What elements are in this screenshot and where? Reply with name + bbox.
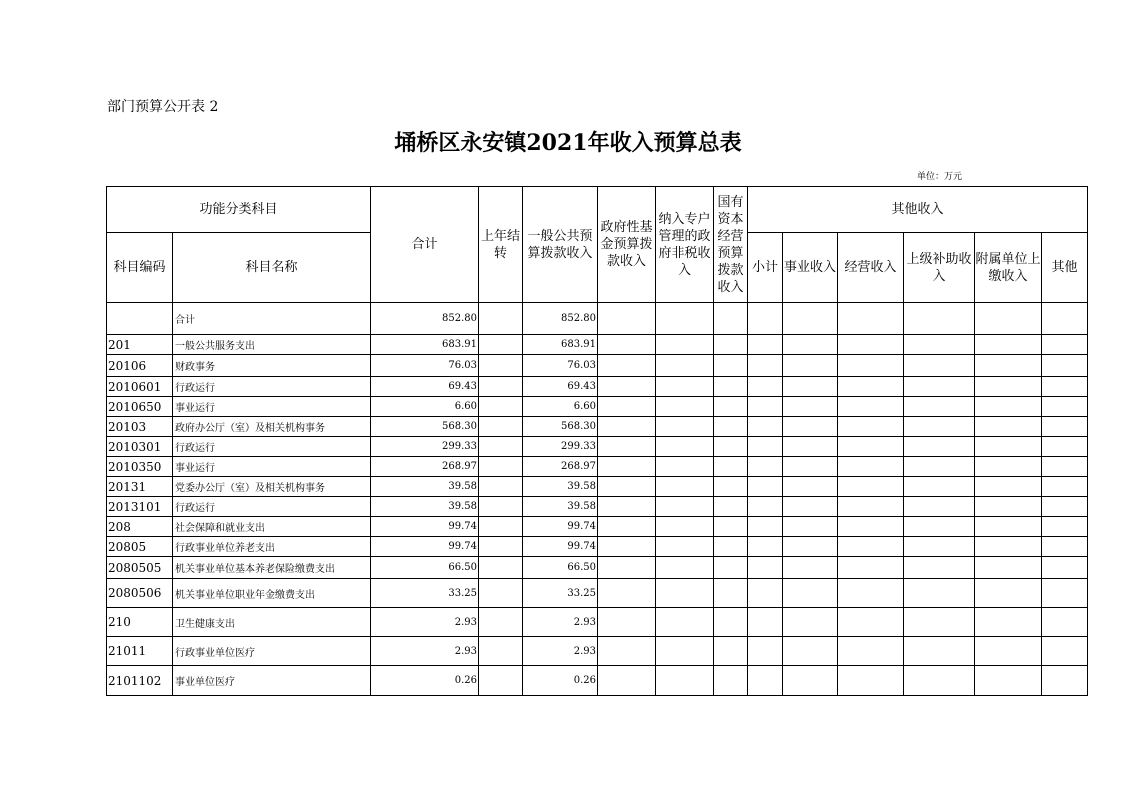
header-business-income: 事业收入 bbox=[783, 233, 838, 303]
cell-subtotal bbox=[748, 637, 783, 666]
cell-special-nontax bbox=[656, 637, 714, 666]
cell-subject-name: 事业运行 bbox=[173, 457, 371, 477]
cell-business-income bbox=[783, 579, 838, 608]
cell-subsidiary-income bbox=[975, 303, 1042, 335]
cell-general-public-budget: 39.58 bbox=[523, 477, 598, 497]
cell-business-income bbox=[783, 457, 838, 477]
cell-superior-subsidy bbox=[904, 608, 975, 637]
cell-gov-fund bbox=[598, 497, 656, 517]
cell-subject-code: 2080506 bbox=[107, 579, 173, 608]
cell-subsidiary-income bbox=[975, 457, 1042, 477]
cell-operating-income bbox=[838, 608, 904, 637]
cell-special-nontax bbox=[656, 355, 714, 377]
cell-subject-name: 党委办公厅（室）及相关机构事务 bbox=[173, 477, 371, 497]
cell-special-nontax bbox=[656, 457, 714, 477]
document-title: 埇桥区永安镇2021年收入预算总表 bbox=[394, 130, 742, 156]
header-general-public-budget: 一般公共预算拨款收入 bbox=[523, 187, 598, 303]
cell-subject-name: 行政事业单位养老支出 bbox=[173, 537, 371, 557]
cell-subsidiary-income bbox=[975, 637, 1042, 666]
cell-subject-code: 2010601 bbox=[107, 377, 173, 397]
header-others: 其他 bbox=[1042, 233, 1088, 303]
cell-subject-name: 财政事务 bbox=[173, 355, 371, 377]
cell-business-income bbox=[783, 497, 838, 517]
cell-special-nontax bbox=[656, 557, 714, 579]
document-label: 部门预算公开表 2 bbox=[107, 99, 219, 115]
cell-business-income bbox=[783, 666, 838, 696]
cell-total: 268.97 bbox=[371, 457, 479, 477]
cell-special-nontax bbox=[656, 579, 714, 608]
header-subject-code: 科目编码 bbox=[107, 233, 173, 303]
cell-subject-name: 事业单位医疗 bbox=[173, 666, 371, 696]
cell-special-nontax bbox=[656, 666, 714, 696]
cell-carryover bbox=[479, 477, 523, 497]
cell-others bbox=[1042, 355, 1088, 377]
cell-general-public-budget: 6.60 bbox=[523, 397, 598, 417]
cell-state-capital bbox=[714, 355, 748, 377]
cell-total: 39.58 bbox=[371, 497, 479, 517]
cell-subtotal bbox=[748, 377, 783, 397]
table-row bbox=[107, 397, 1088, 417]
cell-operating-income bbox=[838, 477, 904, 497]
cell-superior-subsidy bbox=[904, 335, 975, 355]
cell-others bbox=[1042, 579, 1088, 608]
cell-subtotal bbox=[748, 417, 783, 437]
cell-others bbox=[1042, 557, 1088, 579]
cell-others bbox=[1042, 377, 1088, 397]
cell-state-capital bbox=[714, 303, 748, 335]
cell-others bbox=[1042, 666, 1088, 696]
table-row bbox=[107, 355, 1088, 377]
cell-total: 76.03 bbox=[371, 355, 479, 377]
cell-business-income bbox=[783, 517, 838, 537]
cell-business-income bbox=[783, 637, 838, 666]
cell-others bbox=[1042, 608, 1088, 637]
cell-business-income bbox=[783, 355, 838, 377]
cell-gov-fund bbox=[598, 303, 656, 335]
cell-general-public-budget: 69.43 bbox=[523, 377, 598, 397]
cell-operating-income bbox=[838, 397, 904, 417]
cell-business-income bbox=[783, 608, 838, 637]
cell-carryover bbox=[479, 417, 523, 437]
cell-gov-fund bbox=[598, 355, 656, 377]
cell-special-nontax bbox=[656, 477, 714, 497]
cell-subject-code: 20805 bbox=[107, 537, 173, 557]
header-operating-income: 经营收入 bbox=[838, 233, 904, 303]
cell-subsidiary-income bbox=[975, 355, 1042, 377]
cell-state-capital bbox=[714, 377, 748, 397]
cell-state-capital bbox=[714, 666, 748, 696]
cell-subject-code: 208 bbox=[107, 517, 173, 537]
cell-subject-name: 机关事业单位职业年金缴费支出 bbox=[173, 579, 371, 608]
table-row bbox=[107, 517, 1088, 537]
table-row bbox=[107, 608, 1088, 637]
cell-total: 852.80 bbox=[371, 303, 479, 335]
cell-carryover bbox=[479, 335, 523, 355]
cell-carryover bbox=[479, 437, 523, 457]
cell-state-capital bbox=[714, 437, 748, 457]
cell-others bbox=[1042, 517, 1088, 537]
cell-state-capital bbox=[714, 608, 748, 637]
cell-subsidiary-income bbox=[975, 477, 1042, 497]
table-row bbox=[107, 637, 1088, 666]
cell-subject-code: 2010350 bbox=[107, 457, 173, 477]
cell-subsidiary-income bbox=[975, 397, 1042, 417]
cell-superior-subsidy bbox=[904, 437, 975, 457]
cell-general-public-budget: 299.33 bbox=[523, 437, 598, 457]
cell-subject-code: 210 bbox=[107, 608, 173, 637]
cell-superior-subsidy bbox=[904, 355, 975, 377]
cell-total: 568.30 bbox=[371, 417, 479, 437]
cell-general-public-budget: 568.30 bbox=[523, 417, 598, 437]
cell-superior-subsidy bbox=[904, 303, 975, 335]
cell-special-nontax bbox=[656, 377, 714, 397]
cell-state-capital bbox=[714, 417, 748, 437]
cell-special-nontax bbox=[656, 537, 714, 557]
cell-others bbox=[1042, 303, 1088, 335]
cell-operating-income bbox=[838, 497, 904, 517]
cell-gov-fund bbox=[598, 377, 656, 397]
table-row bbox=[107, 437, 1088, 457]
cell-operating-income bbox=[838, 335, 904, 355]
cell-subject-name: 行政运行 bbox=[173, 437, 371, 457]
header-carryover: 上年结转 bbox=[479, 187, 523, 303]
cell-subsidiary-income bbox=[975, 377, 1042, 397]
cell-carryover bbox=[479, 666, 523, 696]
cell-carryover bbox=[479, 497, 523, 517]
cell-general-public-budget: 99.74 bbox=[523, 537, 598, 557]
cell-general-public-budget: 33.25 bbox=[523, 579, 598, 608]
cell-subject-code: 21011 bbox=[107, 637, 173, 666]
cell-superior-subsidy bbox=[904, 637, 975, 666]
cell-others bbox=[1042, 537, 1088, 557]
cell-special-nontax bbox=[656, 608, 714, 637]
cell-superior-subsidy bbox=[904, 497, 975, 517]
cell-subject-name: 合计 bbox=[173, 303, 371, 335]
header-gov-fund: 政府性基金预算拨款收入 bbox=[598, 187, 656, 303]
table-body bbox=[107, 303, 1088, 696]
cell-others bbox=[1042, 335, 1088, 355]
unit-label: 单位：万元 bbox=[917, 172, 963, 182]
cell-gov-fund bbox=[598, 517, 656, 537]
cell-others bbox=[1042, 437, 1088, 457]
header-subtotal: 小计 bbox=[748, 233, 783, 303]
cell-subject-code: 2101102 bbox=[107, 666, 173, 696]
cell-subsidiary-income bbox=[975, 557, 1042, 579]
cell-operating-income bbox=[838, 417, 904, 437]
cell-operating-income bbox=[838, 457, 904, 477]
cell-superior-subsidy bbox=[904, 537, 975, 557]
cell-business-income bbox=[783, 397, 838, 417]
cell-carryover bbox=[479, 303, 523, 335]
cell-superior-subsidy bbox=[904, 377, 975, 397]
cell-total: 69.43 bbox=[371, 377, 479, 397]
cell-state-capital bbox=[714, 579, 748, 608]
cell-subtotal bbox=[748, 437, 783, 457]
cell-subject-name: 卫生健康支出 bbox=[173, 608, 371, 637]
header-subsidiary-income: 附属单位上缴收入 bbox=[975, 233, 1042, 303]
cell-carryover bbox=[479, 537, 523, 557]
cell-superior-subsidy bbox=[904, 397, 975, 417]
cell-total: 39.58 bbox=[371, 477, 479, 497]
cell-total: 2.93 bbox=[371, 608, 479, 637]
cell-gov-fund bbox=[598, 335, 656, 355]
cell-carryover bbox=[479, 579, 523, 608]
cell-special-nontax bbox=[656, 437, 714, 457]
cell-subject-name: 行政运行 bbox=[173, 377, 371, 397]
cell-subsidiary-income bbox=[975, 517, 1042, 537]
cell-state-capital bbox=[714, 457, 748, 477]
header-special-nontax: 纳入专户管理的政府非税收入 bbox=[656, 187, 714, 303]
income-budget-table bbox=[106, 186, 1088, 696]
cell-subtotal bbox=[748, 666, 783, 696]
cell-operating-income bbox=[838, 355, 904, 377]
table-row bbox=[107, 666, 1088, 696]
table-row bbox=[107, 457, 1088, 477]
cell-gov-fund bbox=[598, 437, 656, 457]
cell-subtotal bbox=[748, 608, 783, 637]
cell-special-nontax bbox=[656, 517, 714, 537]
cell-subject-code bbox=[107, 303, 173, 335]
cell-special-nontax bbox=[656, 397, 714, 417]
cell-subtotal bbox=[748, 303, 783, 335]
cell-carryover bbox=[479, 397, 523, 417]
table-row bbox=[107, 477, 1088, 497]
cell-carryover bbox=[479, 517, 523, 537]
header-subject-name: 科目名称 bbox=[173, 233, 371, 303]
cell-others bbox=[1042, 637, 1088, 666]
cell-subtotal bbox=[748, 335, 783, 355]
table-row bbox=[107, 335, 1088, 355]
cell-operating-income bbox=[838, 579, 904, 608]
cell-carryover bbox=[479, 377, 523, 397]
cell-carryover bbox=[479, 457, 523, 477]
cell-operating-income bbox=[838, 537, 904, 557]
cell-subject-code: 2013101 bbox=[107, 497, 173, 517]
cell-state-capital bbox=[714, 557, 748, 579]
cell-total: 99.74 bbox=[371, 537, 479, 557]
cell-carryover bbox=[479, 355, 523, 377]
cell-gov-fund bbox=[598, 537, 656, 557]
cell-operating-income bbox=[838, 303, 904, 335]
cell-gov-fund bbox=[598, 579, 656, 608]
cell-subject-name: 政府办公厅（室）及相关机构事务 bbox=[173, 417, 371, 437]
cell-total: 683.91 bbox=[371, 335, 479, 355]
cell-superior-subsidy bbox=[904, 579, 975, 608]
table-header bbox=[107, 187, 1088, 303]
cell-general-public-budget: 2.93 bbox=[523, 637, 598, 666]
cell-others bbox=[1042, 457, 1088, 477]
table-row bbox=[107, 497, 1088, 517]
cell-operating-income bbox=[838, 666, 904, 696]
cell-subject-code: 20103 bbox=[107, 417, 173, 437]
cell-business-income bbox=[783, 377, 838, 397]
cell-subtotal bbox=[748, 397, 783, 417]
cell-subsidiary-income bbox=[975, 579, 1042, 608]
cell-general-public-budget: 66.50 bbox=[523, 557, 598, 579]
cell-total: 2.93 bbox=[371, 637, 479, 666]
cell-superior-subsidy bbox=[904, 517, 975, 537]
cell-total: 33.25 bbox=[371, 579, 479, 608]
cell-subtotal bbox=[748, 477, 783, 497]
cell-subtotal bbox=[748, 579, 783, 608]
header-function-category: 功能分类科目 bbox=[107, 187, 371, 233]
cell-subject-name: 事业运行 bbox=[173, 397, 371, 417]
cell-state-capital bbox=[714, 637, 748, 666]
cell-total: 299.33 bbox=[371, 437, 479, 457]
cell-business-income bbox=[783, 335, 838, 355]
cell-gov-fund bbox=[598, 608, 656, 637]
table-row bbox=[107, 303, 1088, 335]
cell-state-capital bbox=[714, 477, 748, 497]
cell-gov-fund bbox=[598, 417, 656, 437]
cell-gov-fund bbox=[598, 557, 656, 579]
cell-operating-income bbox=[838, 437, 904, 457]
cell-general-public-budget: 39.58 bbox=[523, 497, 598, 517]
cell-general-public-budget: 0.26 bbox=[523, 666, 598, 696]
cell-subject-code: 20106 bbox=[107, 355, 173, 377]
cell-special-nontax bbox=[656, 497, 714, 517]
cell-others bbox=[1042, 397, 1088, 417]
cell-total: 99.74 bbox=[371, 517, 479, 537]
cell-subject-name: 社会保障和就业支出 bbox=[173, 517, 371, 537]
table-row bbox=[107, 537, 1088, 557]
cell-subject-name: 机关事业单位基本养老保险缴费支出 bbox=[173, 557, 371, 579]
cell-others bbox=[1042, 477, 1088, 497]
cell-general-public-budget: 76.03 bbox=[523, 355, 598, 377]
cell-subtotal bbox=[748, 355, 783, 377]
cell-state-capital bbox=[714, 537, 748, 557]
cell-state-capital bbox=[714, 517, 748, 537]
cell-business-income bbox=[783, 557, 838, 579]
header-state-capital: 国有资本经营预算拨款收入 bbox=[714, 187, 748, 303]
header-superior-subsidy: 上级补助收入 bbox=[904, 233, 975, 303]
cell-subject-code: 201 bbox=[107, 335, 173, 355]
cell-others bbox=[1042, 417, 1088, 437]
cell-superior-subsidy bbox=[904, 457, 975, 477]
cell-subsidiary-income bbox=[975, 666, 1042, 696]
cell-gov-fund bbox=[598, 637, 656, 666]
cell-general-public-budget: 268.97 bbox=[523, 457, 598, 477]
cell-gov-fund bbox=[598, 457, 656, 477]
cell-subsidiary-income bbox=[975, 335, 1042, 355]
cell-subsidiary-income bbox=[975, 497, 1042, 517]
cell-carryover bbox=[479, 608, 523, 637]
cell-superior-subsidy bbox=[904, 666, 975, 696]
cell-carryover bbox=[479, 557, 523, 579]
cell-operating-income bbox=[838, 377, 904, 397]
table-row bbox=[107, 377, 1088, 397]
cell-general-public-budget: 852.80 bbox=[523, 303, 598, 335]
cell-subject-name: 行政运行 bbox=[173, 497, 371, 517]
cell-state-capital bbox=[714, 397, 748, 417]
cell-superior-subsidy bbox=[904, 417, 975, 437]
cell-carryover bbox=[479, 637, 523, 666]
cell-gov-fund bbox=[598, 397, 656, 417]
cell-gov-fund bbox=[598, 477, 656, 497]
cell-subject-name: 一般公共服务支出 bbox=[173, 335, 371, 355]
cell-general-public-budget: 2.93 bbox=[523, 608, 598, 637]
cell-general-public-budget: 683.91 bbox=[523, 335, 598, 355]
cell-general-public-budget: 99.74 bbox=[523, 517, 598, 537]
cell-operating-income bbox=[838, 517, 904, 537]
cell-business-income bbox=[783, 477, 838, 497]
cell-operating-income bbox=[838, 637, 904, 666]
table-row bbox=[107, 417, 1088, 437]
cell-superior-subsidy bbox=[904, 557, 975, 579]
cell-subject-code: 20131 bbox=[107, 477, 173, 497]
cell-special-nontax bbox=[656, 303, 714, 335]
cell-total: 6.60 bbox=[371, 397, 479, 417]
cell-subject-code: 2010301 bbox=[107, 437, 173, 457]
cell-total: 66.50 bbox=[371, 557, 479, 579]
cell-business-income bbox=[783, 437, 838, 457]
cell-subject-code: 2010650 bbox=[107, 397, 173, 417]
cell-subsidiary-income bbox=[975, 608, 1042, 637]
table-row bbox=[107, 579, 1088, 608]
cell-subtotal bbox=[748, 457, 783, 477]
cell-special-nontax bbox=[656, 335, 714, 355]
cell-subtotal bbox=[748, 557, 783, 579]
cell-gov-fund bbox=[598, 666, 656, 696]
cell-business-income bbox=[783, 303, 838, 335]
cell-others bbox=[1042, 497, 1088, 517]
header-other-income: 其他收入 bbox=[748, 187, 1088, 233]
cell-subject-code: 2080505 bbox=[107, 557, 173, 579]
cell-business-income bbox=[783, 537, 838, 557]
header-total: 合计 bbox=[371, 187, 479, 303]
cell-state-capital bbox=[714, 497, 748, 517]
cell-subsidiary-income bbox=[975, 537, 1042, 557]
cell-special-nontax bbox=[656, 417, 714, 437]
cell-subsidiary-income bbox=[975, 417, 1042, 437]
cell-subject-name: 行政事业单位医疗 bbox=[173, 637, 371, 666]
cell-state-capital bbox=[714, 335, 748, 355]
cell-operating-income bbox=[838, 557, 904, 579]
table-row bbox=[107, 557, 1088, 579]
cell-subtotal bbox=[748, 537, 783, 557]
cell-total: 0.26 bbox=[371, 666, 479, 696]
cell-subsidiary-income bbox=[975, 437, 1042, 457]
cell-business-income bbox=[783, 417, 838, 437]
cell-superior-subsidy bbox=[904, 477, 975, 497]
cell-subtotal bbox=[748, 517, 783, 537]
cell-subtotal bbox=[748, 497, 783, 517]
